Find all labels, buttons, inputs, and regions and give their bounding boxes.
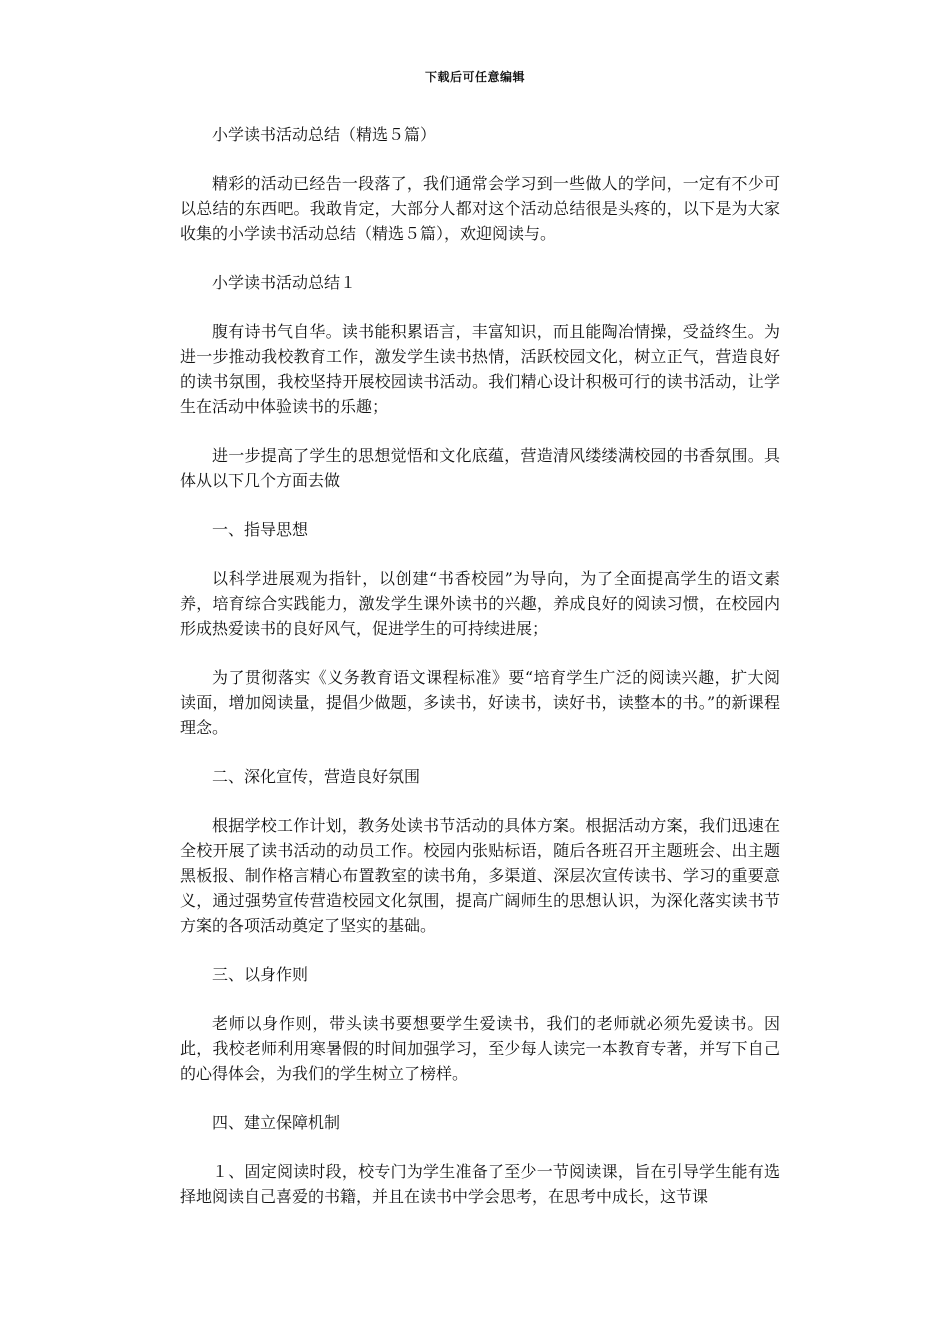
paragraph-2: 进一步提高了学生的思想觉悟和文化底蕴，营造清风缕缕满校园的书香氛围。具体从以下几个方面去做 — [180, 446, 780, 490]
intro-paragraph: 精彩的活动已经告一段落了，我们通常会学习到一些做人的学问，一定有不少可以总结的东西吧。我敢肯定，大部分人都对这个活动总结很是头疼的，以下是为大家收集的小学读书活动总结（精选５篇），欢迎阅读与。 — [180, 174, 780, 243]
heading-guarantee-mechanism: 四、建立保障机制 — [212, 1113, 341, 1132]
paragraph-7: １、固定阅读时段，校专门为学生准备了至少一节阅读课，旨在引导学生能有选择地阅读自己喜爱的书籍，并且在读书中学会思考，在思考中成长，这节课 — [180, 1162, 780, 1206]
document-body — [180, 122, 780, 1233]
paragraph-3: 以科学进展观为指针，以创建“书香校园”为导向，为了全面提高学生的语文素养，培育综合实践能力，激发学生课外读书的兴趣，养成良好的阅读习惯，在校园内形成热爱读书的良好风气，促进学生的可持续进展； — [180, 569, 780, 638]
paragraph-6: 老师以身作则，带头读书要想要学生爱读书，我们的老师就必须先爱读书。因此，我校老师利用寒暑假的时间加强学习，至少每人读完一本教育专著，并写下自己的心得体会，为我们的学生树立了榜样。 — [180, 1014, 780, 1083]
paragraph-4: 为了贯彻落实《义务教育语文课程标准》要“培育学生广泛的阅读兴趣，扩大阅读面，增加阅读量，提倡少做题，多读书，好读书，读好书，读整本的书。”的新课程理念。 — [180, 668, 780, 737]
section-1-title: 小学读书活动总结１ — [212, 273, 357, 292]
paragraph-1: 腹有诗书气自华。读书能积累语言，丰富知识，而且能陶冶情操，受益终生。为进一步推动我校教育工作，激发学生读书热情，活跃校园文化，树立正气，营造良好的读书氛围，我校坚持开展校园读书活动。我们精心设计积极可行的读书活动，让学生在活动中体验读书的乐趣； — [180, 322, 780, 416]
document-title: 小学读书活动总结（精选５篇） — [212, 125, 437, 144]
heading-publicity: 二、深化宣传，营造良好氛围 — [212, 767, 421, 786]
header-note: 下载后可任意编辑 — [424, 70, 525, 84]
heading-lead-by-example: 三、以身作则 — [212, 965, 309, 984]
heading-guiding-thought: 一、指导思想 — [212, 520, 309, 539]
paragraph-5: 根据学校工作计划，教务处读书节活动的具体方案。根据活动方案，我们迅速在全校开展了读书活动的动员工作。校园内张贴标语，随后各班召开主题班会、出主题黑板报、制作格言精心布置教室的读书角，多渠道、深层次宣传读书、学习的重要意义，通过强势宣传营造校园文化氛围，提高广阔师生的思想认识，为深化落实读书节方案的各项活动奠定了坚实的基础。 — [180, 816, 780, 935]
